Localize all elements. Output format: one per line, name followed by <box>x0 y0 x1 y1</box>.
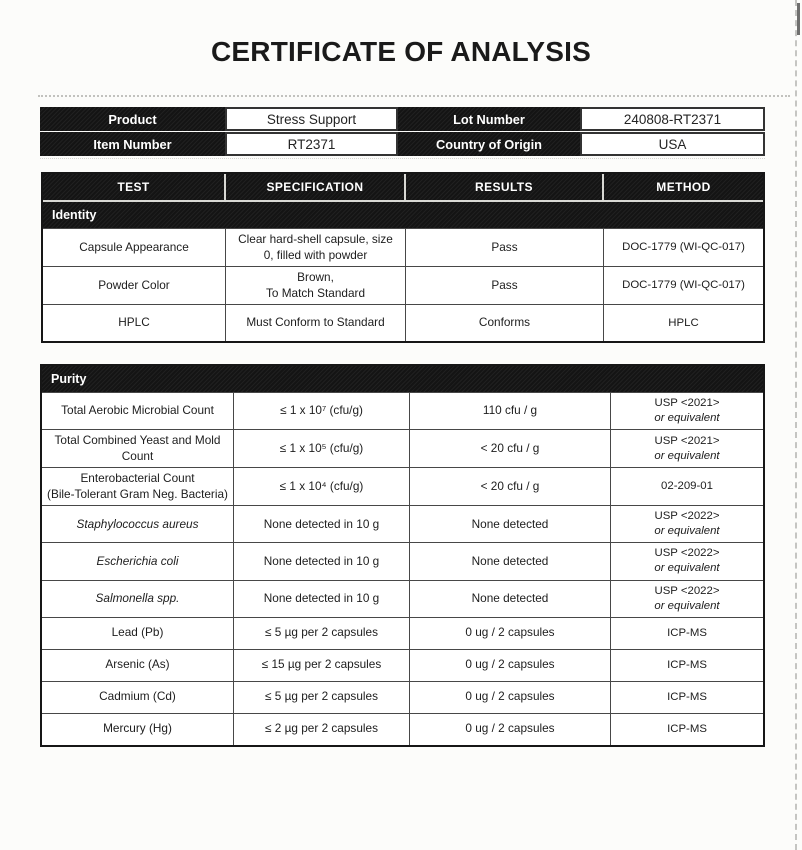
column-header-results: RESULTS <box>406 174 604 200</box>
product-label: Product <box>40 107 225 131</box>
spec-cell: ≤ 15 µg per 2 capsules <box>234 650 410 681</box>
section-header-identity: Identity <box>43 202 763 228</box>
test-cell: Capsule Appearance <box>43 229 226 266</box>
column-header-test: TEST <box>43 174 226 200</box>
test-cell: Arsenic (As) <box>42 650 234 681</box>
spec-cell: ≤ 1 x 10⁷ (cfu/g) <box>234 393 410 429</box>
table-header-row <box>43 174 763 202</box>
product-info-table <box>40 107 765 156</box>
column-header-specification: SPECIFICATION <box>226 174 406 200</box>
spec-cell: None detected in 10 g <box>234 543 410 579</box>
spec-cell: ≤ 2 µg per 2 capsules <box>234 714 410 745</box>
result-cell: Pass <box>406 229 604 266</box>
table-row <box>43 304 763 341</box>
result-cell: Pass <box>406 267 604 304</box>
test-cell: Enterobacterial Count (Bile-Tolerant Gram Neg. Bacteria) <box>42 468 234 505</box>
identity-rows <box>43 228 763 341</box>
item-number-label: Item Number <box>40 132 225 156</box>
faint-scan-line <box>40 158 765 159</box>
table-row <box>43 228 763 266</box>
method-cell: USP <2022> or equivalent <box>654 584 720 612</box>
spec-cell: ≤ 1 x 10⁵ (cfu/g) <box>234 430 410 467</box>
method-cell: USP <2021> or equivalent <box>654 397 720 425</box>
table-row <box>43 266 763 304</box>
section-header-purity: Purity <box>42 366 763 392</box>
test-cell: Mercury (Hg) <box>42 714 234 745</box>
method-cell: DOC-1779 (WI-QC-017) <box>622 279 745 292</box>
result-cell: < 20 cfu / g <box>410 430 611 467</box>
method-cell: HPLC <box>668 316 699 329</box>
result-cell: None detected <box>410 506 611 542</box>
spec-cell: Brown, To Match Standard <box>226 267 406 304</box>
method-cell: USP <2022> or equivalent <box>654 510 720 538</box>
product-value: Stress Support <box>225 107 398 131</box>
test-cell: HPLC <box>43 305 226 341</box>
result-cell: 110 cfu / g <box>410 393 611 429</box>
country-of-origin-value: USA <box>580 132 765 156</box>
purity-table <box>40 364 765 747</box>
spec-cell: Clear hard-shell capsule, size 0, filled with powder <box>226 229 406 266</box>
method-cell: DOC-1779 (WI-QC-017) <box>622 241 745 254</box>
lot-number-value: 240808-RT2371 <box>580 107 765 131</box>
page-title: CERTIFICATE OF ANALYSIS <box>210 36 592 67</box>
table-row <box>42 505 763 542</box>
method-cell: 02-209-01 <box>661 480 713 493</box>
result-cell: None detected <box>410 581 611 617</box>
spec-cell: ≤ 5 µg per 2 capsules <box>234 618 410 649</box>
result-cell: 0 ug / 2 capsules <box>410 682 611 713</box>
result-cell: 0 ug / 2 capsules <box>410 618 611 649</box>
column-header-method: METHOD <box>604 174 763 200</box>
table-row <box>42 649 763 681</box>
spec-cell: ≤ 5 µg per 2 capsules <box>234 682 410 713</box>
result-cell: Conforms <box>406 305 604 341</box>
test-cell: Cadmium (Cd) <box>42 682 234 713</box>
identity-table <box>41 172 765 343</box>
table-row <box>42 713 763 745</box>
purity-rows <box>42 392 763 745</box>
table-row <box>42 681 763 713</box>
spec-cell: None detected in 10 g <box>234 581 410 617</box>
table-row <box>42 429 763 467</box>
result-cell: None detected <box>410 543 611 579</box>
table-row <box>42 580 763 617</box>
table-row <box>42 392 763 429</box>
result-cell: 0 ug / 2 capsules <box>410 650 611 681</box>
test-cell: Salmonella spp. <box>42 581 234 617</box>
method-cell: ICP-MS <box>667 690 707 703</box>
country-of-origin-label: Country of Origin <box>398 132 580 156</box>
table-row <box>42 467 763 505</box>
test-cell: Total Aerobic Microbial Count <box>42 393 234 429</box>
dotted-separator <box>38 95 790 97</box>
test-cell: Staphylococcus aureus <box>42 506 234 542</box>
method-cell: ICP-MS <box>667 658 707 671</box>
spec-cell: Must Conform to Standard <box>226 305 406 341</box>
spec-cell: ≤ 1 x 10⁴ (cfu/g) <box>234 468 410 505</box>
test-cell: Lead (Pb) <box>42 618 234 649</box>
method-cell: USP <2022> or equivalent <box>654 547 720 575</box>
test-cell: Total Combined Yeast and Mold Count <box>42 430 234 467</box>
table-row <box>42 542 763 579</box>
result-cell: < 20 cfu / g <box>410 468 611 505</box>
scan-edge-artifact <box>795 0 797 850</box>
item-number-value: RT2371 <box>225 132 398 156</box>
lot-number-label: Lot Number <box>398 107 580 131</box>
method-cell: USP <2021> or equivalent <box>654 434 720 462</box>
spec-cell: None detected in 10 g <box>234 506 410 542</box>
table-row <box>42 617 763 649</box>
test-cell: Powder Color <box>43 267 226 304</box>
result-cell: 0 ug / 2 capsules <box>410 714 611 745</box>
method-cell: ICP-MS <box>667 626 707 639</box>
scan-corner-artifact <box>797 3 800 35</box>
test-cell: Escherichia coli <box>42 543 234 579</box>
method-cell: ICP-MS <box>667 722 707 735</box>
